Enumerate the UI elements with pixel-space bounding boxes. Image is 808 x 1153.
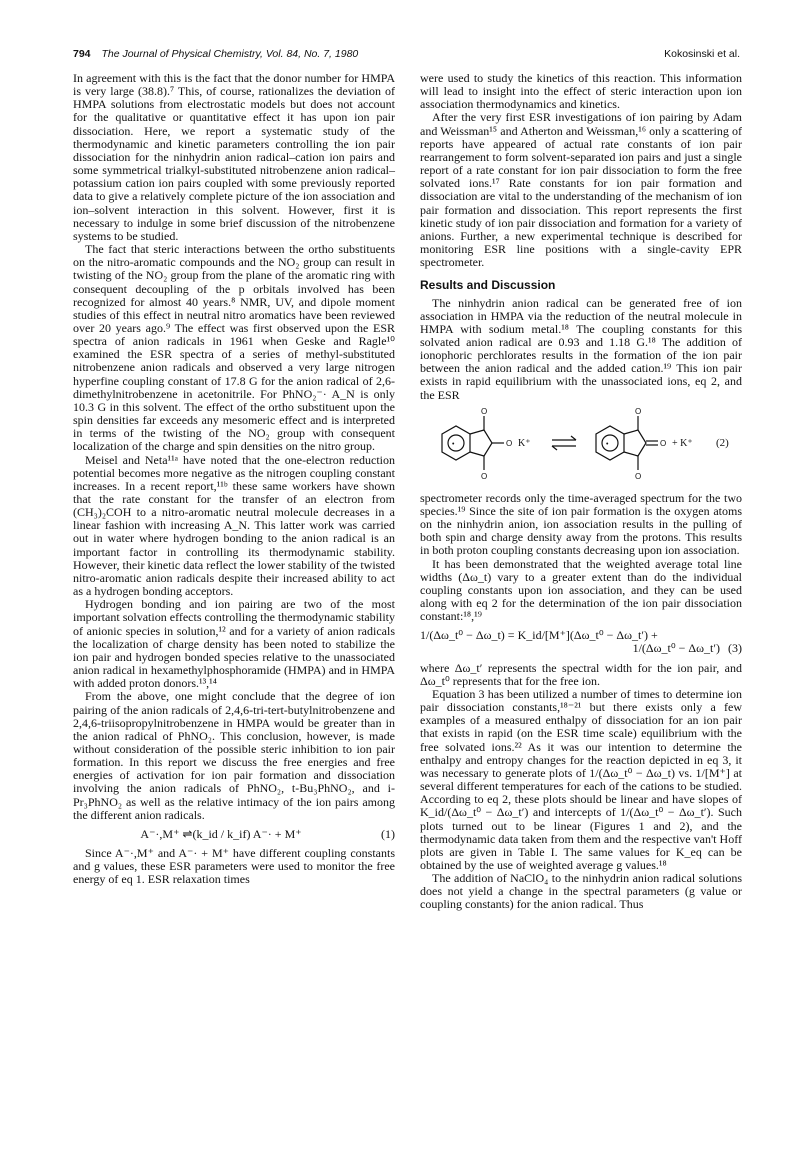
right-benzene-ring bbox=[596, 426, 624, 460]
paragraph: In agreement with this is the fact that the donor number for HMPA is very large (38.8).⁷ This, of course, rationalizes the deviation of HMPA solutions from electrostatic models but does not account for the qualitative or quantitative effect it has upon ion pair dissociation. Here, we report a systematic study of the thermodynamic and kinetic parameters controlling the ion pair dissociation for the ninhydrin anion radical–cation ion pairs and some symmetrical trialkyl-substituted nitrobenzene anion radical–potassium cation ion pairs coupled with some previously reported data to give a relatively complete picture of the ion association and ion–solvent interaction in this solvent. However, first it is necessary to indulge in some brief discussion of the nitrobenzene systems to be studied. bbox=[73, 71, 395, 243]
right-aromatic-circle bbox=[602, 435, 618, 451]
svg-text:O: O bbox=[635, 406, 642, 416]
paragraph: The ninhydrin anion radical can be generated free of ion association in HMPA via the reduction of the neutral molecule in HMPA with sodium metal.¹⁸ The coupling constants for this solvated anion radical are 0.93 and 1.18 G.¹⁸ The addition of ionophoric perchlorates results in the formation of the ion pair between the anion radical and the added cation.¹⁹ This ion pair exists in rapid equilibrium with the unassociated ions, eq 2, and the ESR bbox=[420, 295, 742, 402]
paragraph: After the very first ESR investigations of ion pairing by Adam and Weissman¹⁵ and Atherton and Weissman,¹⁶ only a scattering of reports have appeared of actual rate constants of ion pair rearrangement to form solvent-separated ion pairs and just a single report of a rate constant for ion pair dissociation to form the free solvated ions.¹⁷ Rate constants for ion pair formation and dissociation are vital to the understanding of the mechanism of ion pair formation and dissociation. This report represents the first kinetic study of ion pair dissociation and formation for a variety of anions. Further, a new experimental technique is described for monitoring ESR line positions with a single-cavity EPR spectrometer. bbox=[420, 110, 742, 270]
equation-3-line-2-row bbox=[420, 642, 742, 655]
equation-3-number: (3) bbox=[728, 641, 742, 656]
svg-text:•: • bbox=[606, 440, 609, 448]
equation-2-structures bbox=[420, 404, 742, 486]
equation-1-body: A⁻·,M⁺ ⇌(k_id / k_if) A⁻· + M⁺ bbox=[140, 826, 302, 841]
paragraph: where Δω_t′ represents the spectral width for the ion pair, and Δω_t⁰ represents that for the free ion. bbox=[420, 660, 742, 688]
left-benzene-ring bbox=[442, 426, 470, 460]
running-header bbox=[73, 48, 740, 62]
left-column bbox=[73, 72, 395, 887]
eq2-cation-right: + K⁺ bbox=[672, 437, 693, 449]
equation-3-line-2: 1/(Δω_t⁰ − Δω_t′) bbox=[632, 641, 720, 656]
equation-3-line-1: 1/(Δω_t⁰ − Δω_t) = K_id/[M⁺](Δω_t⁰ − Δω_t′) + bbox=[420, 628, 658, 643]
page-number: 794 bbox=[73, 48, 91, 60]
equation-2-number: (2) bbox=[716, 436, 729, 449]
section-heading: Results and Discussion bbox=[420, 278, 556, 293]
paragraph: spectrometer records only the time-averaged spectrum for the two species.¹⁹ Since the site of ion pair formation is the oxygen atoms on the ninhydrin anion, ion association results in the pulling of both spin and charge density away from the protons. This results in both proton coupling constants decreasing upon ion association. bbox=[420, 490, 742, 558]
paragraph: Equation 3 has been utilized a number of times to determine ion pair dissociation constants,¹⁸⁻²¹ but there exists only a few examples of a measured enthalpy of dissociation for an ion pair that exists in rapid (on the ESR time scale) equilibrium with the free solvated ions.²² As it was our intention to determine the enthalpy and entropy changes for the reaction depicted in eq 3, it was necessary to generate plots of 1/(Δω_t⁰ − Δω_t) vs. 1/[M⁺] at several different temperatures for each of the cations to be studied. According to eq 2, these plots should be linear and have slopes of K_id/(Δω_t⁰ − Δω_t′) and intercepts of 1/(Δω_t⁰ − Δω_t′). Such plots turned out to be linear (Figures 1 and 2), and the thermodynamic data taken from them and the respective van't Hoff plots are given in Table I. The same values for K_eq can be obtained by the use of weighted average g values.¹⁸ bbox=[420, 686, 742, 872]
paragraph: Since A⁻·,M⁺ and A⁻· + M⁺ have different coupling constants and g values, these ESR parameters were used to monitor the free energy of eq 1. ESR relaxation times bbox=[73, 846, 395, 887]
header-left bbox=[73, 48, 358, 60]
paragraph: The addition of NaClO₄ to the ninhydrin anion radical solutions does not yield a change in the spectral parameters (g value or coupling constants) for the anion radical. Thus bbox=[420, 871, 742, 912]
svg-text:O: O bbox=[506, 438, 513, 448]
left-five-ring bbox=[470, 430, 492, 456]
paragraph: were used to study the kinetics of this reaction. This information will lead to insight into the effect of steric interaction upon ion association thermodynamics and kinetics. bbox=[420, 71, 742, 112]
paragraph: Hydrogen bonding and ion pairing are two of the most important solvation effects controlling the thermodynamic stability of anionic species in solution,¹² and for a variety of anion radicals the localization of charge density has been noted to stabilize the ion pair and hydrogen bonded species relative to the unassociated anion radical in hexamethylphosphoramide (HMPA) and in HMPA with added proton donors.¹³,¹⁴ bbox=[73, 597, 395, 691]
svg-text:O: O bbox=[660, 438, 667, 448]
ninhydrin-structure-diagram bbox=[420, 404, 742, 486]
equation-1 bbox=[73, 828, 395, 841]
right-column bbox=[420, 72, 742, 912]
journal-citation: The Journal of Physical Chemistry, Vol. 84, No. 7, 1980 bbox=[101, 48, 359, 60]
paragraph: The fact that steric interactions between the ortho substituents on the nitro-aromatic compounds and the NO₂ group can result in twisting of the NO₂ group from the plane of the aromatic ring with consequent decoupling of the p orbitals involved has been recognized for almost 40 years.⁸ NMR, UV, and dipole moment studies of this effect in neutral nitro aromatics have been reviewed over 20 years ago.⁹ The effect was first observed upon the ESR spectra of anion radicals in 1961 when Geske and Ragle¹⁰ examined the ESR spectra of a series of methyl-substituted nitrobenzene anion radicals and observed a very large nitrogen hyperfine coupling constant of 17.8 G for the anion radical of 2,6-dimethylnitrobenzene in acetonitrile. For PhNO₂⁻· A_N is only 10.3 G in this solvent. The effect of the ortho substituent upon the spin densities far exceeds any mesomeric effect and is interpreted in terms of the twisting of the NO₂ group with consequent localization of the charge and spin densities on the nitro group. bbox=[73, 242, 395, 454]
svg-text:O: O bbox=[481, 406, 488, 416]
svg-text:•: • bbox=[452, 440, 455, 448]
paragraph: It has been demonstrated that the weighted average total line widths (Δω_t) vary to a greater extent than do the individual coupling constants upon ion association, and they can be used along with eq 2 for the determination of the ion pair dissociation constant:¹⁸,¹⁹ bbox=[420, 556, 742, 624]
equation-1-number: (1) bbox=[381, 826, 395, 841]
left-aromatic-circle bbox=[448, 435, 464, 451]
header-authors: Kokosinski et al. bbox=[664, 48, 740, 60]
svg-text:O: O bbox=[481, 471, 488, 481]
paragraph: Meisel and Neta¹¹ᵃ have noted that the one-electron reduction potential becomes more negative as the nitrogen coupling constant increases. In a recent report,¹¹ᵇ these same workers have shown that the rate constant for the transfer of an electron from (CH₃)₂COH to a nitro-aromatic neutral molecule decreases in a linear fashion with increasing A_N. This latter work was carried out in water where hydrogen bonding to the anion radical is an important factor in controlling its thermodynamic stability. However, their kinetic data reflect the lower stability of the twisted nitro-aromatic anion radicals despite their increased ability to act as a hydrogen bonding acceptors. bbox=[73, 452, 395, 599]
paragraph: From the above, one might conclude that the degree of ion pairing of the anion radicals of 2,4,6-tri-tert-butylnitrobenzene and 2,4,6-triisopropylnitrobenzene in HMPA would be greater than in the anion radical of PhNO₂. This conclusion, however, is made without consideration of the possible steric inhibition to ion pair formation. In this report we discuss the free energies and free energies of activation for ion pair formation and dissociation involving the anion radicals of PhNO₂, t-Bu₃PhNO₂, and i-Pr₃PhNO₂ as well as the relative intimacy of the ion pairs among the different anion radicals. bbox=[73, 689, 395, 822]
right-five-ring bbox=[624, 430, 646, 456]
svg-text:O: O bbox=[635, 471, 642, 481]
equation-3 bbox=[420, 629, 742, 655]
eq2-cation-left: K⁺ bbox=[518, 437, 531, 449]
